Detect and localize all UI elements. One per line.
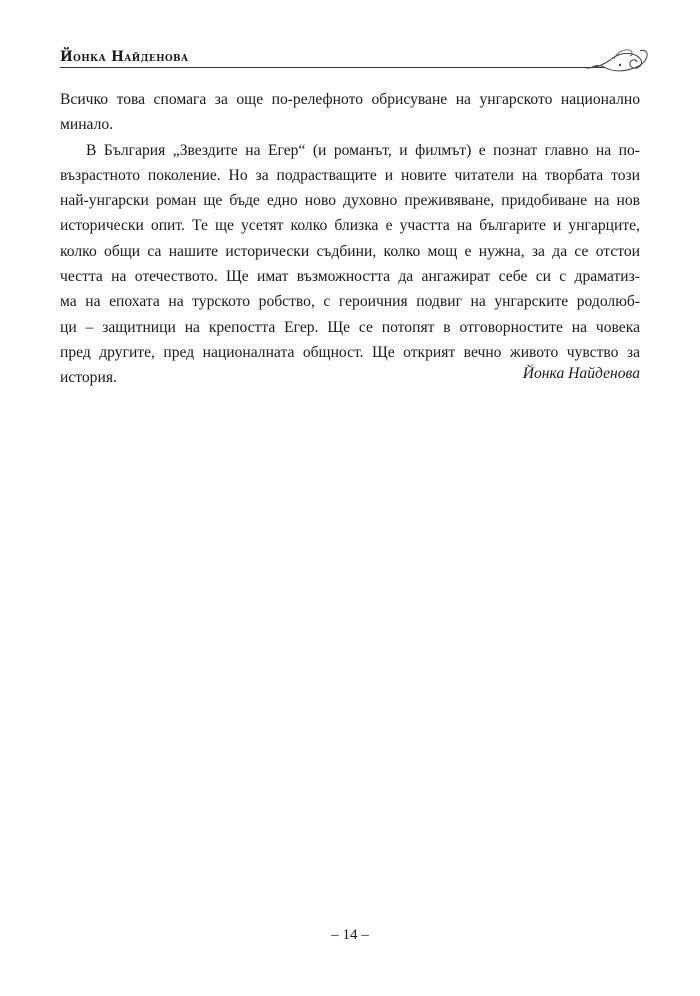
author-signature: Йонка Найденова bbox=[522, 365, 640, 382]
text-line: В България „Звездите на Егер“ (и романът, и филмът) е познат главно на по- bbox=[86, 141, 640, 159]
flourish-ornament-icon bbox=[584, 46, 650, 76]
header-rule bbox=[60, 67, 605, 68]
text-line: пред другите, пред националната общност. Ще открият вечно живото чувство за bbox=[60, 343, 640, 361]
text-line: история. bbox=[60, 369, 117, 387]
text-line: най-унгарски роман ще бъде едно ново духовно преживяване, придобиване на нов bbox=[60, 192, 640, 210]
running-head-title: Йонка Найденова bbox=[60, 49, 189, 65]
page-number: – 14 – bbox=[331, 927, 369, 943]
text-line: честта на отечеството. Ще имат възможността да ангажират себе си с драматиз- bbox=[60, 268, 640, 286]
text-line: възрастното поколение. Но за подрастващите и новите читатели на творбата този bbox=[60, 166, 640, 184]
text-line: Всичко това спомага за още по-релефното обрисуване на унгарското национално bbox=[60, 91, 640, 108]
paragraph-1 bbox=[60, 87, 640, 138]
text-line: ци – защитници на крепостта Егер. Ще се потопят в отговорностите на човека bbox=[60, 318, 640, 336]
paragraph-2 bbox=[60, 138, 640, 391]
text-line: исторически опит. Те ще усетят колко близка е участта на българите и унгарците, bbox=[60, 217, 640, 235]
text-line: колко общи са нашите исторически съдбини, колко мощ е нужна, за да се отстои bbox=[60, 242, 640, 260]
body-text bbox=[60, 87, 640, 391]
text-line: минало. bbox=[60, 116, 114, 134]
text-line: ма на епохата на турското робство, с героичния подвиг на унгарските родолюб- bbox=[60, 293, 640, 311]
